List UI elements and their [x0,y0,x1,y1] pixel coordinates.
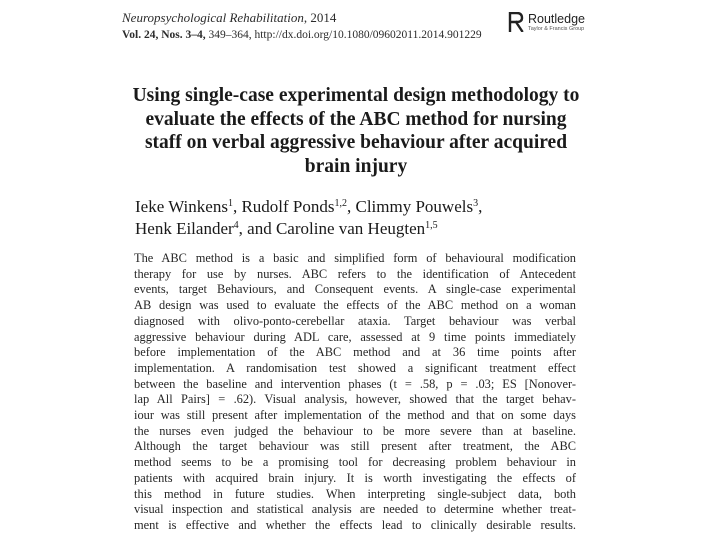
author-list [135,196,482,240]
abstract-line: diagnosed with olivo-ponto-cerebellar ataxia. Target behaviour was verbal [134,313,576,328]
abstract-line: iour was still present after implementation of the method and that on some days [134,408,576,423]
author-separator: , [347,197,356,216]
abstract-line: therapy for use by nurses. ABC refers to the identification of Antecedent [134,266,576,281]
abstract-line: visual inspection and statistical analysis are needed to determine whether treat- [134,502,576,517]
abstract-line: Although the target behaviour was still present after treatment, the ABC [134,439,576,454]
journal-year: , 2014 [303,10,337,25]
author-affiliation: 3 [473,198,479,209]
abstract-line: lap All Pairs] = .62). Visual analysis, however, showed that the target behav- [134,392,576,407]
author-affiliation: 1,5 [425,220,438,231]
author-name: Henk Eilander [135,219,234,238]
abstract-line: patients with acquired brain injury. It is worth investigating the effects of [134,470,576,485]
pages-doi: 349–364, http://dx.doi.org/10.1080/09602011.2014.901229 [205,29,482,41]
volume-label: Vol. 24, Nos. 3–4, [122,29,206,41]
abstract-line: method seems to be a promising tool for decreasing problem behaviour in [134,455,576,470]
author-line-1 [135,196,482,218]
abstract-line: AB design was used to evaluate the effects of the ABC method on a woman [134,298,576,313]
abstract-line: events, target Behaviours, and Consequent events. A single-case experimental [134,282,576,297]
author-name: Rudolf Ponds [241,197,335,216]
journal-name: Neuropsychological Rehabilitation [122,10,304,25]
abstract-line: between the baseline and intervention phases (t = .58, p = .03; ES [Nonover- [134,376,576,391]
publisher-name: Routledge [528,12,585,26]
abstract-line: implementation. A randomisation test showed a significant treatment effect [134,360,576,375]
title-line: brain injury [304,155,408,177]
author-name: Ieke Winkens [135,197,228,216]
author-conjunction: , and [238,219,276,238]
abstract-line: ment is effective and whether the effects lead to clinically desirable results. [134,517,576,532]
author-name: Climmy Pouwels [355,197,474,216]
volume-doi-line [122,29,482,41]
author-affiliation: 1 [227,198,233,209]
article-title [104,84,608,178]
author-separator: , [478,197,483,216]
title-line: Using single-case experimental design methodology to [132,85,580,106]
abstract-line: the nurses even judged the behaviour to be more severe than at baseline. [134,423,576,438]
abstract [134,251,576,534]
author-affiliation: 4 [233,220,239,231]
author-name: Caroline van Heugten [275,219,426,238]
routledge-logo-icon [508,12,524,32]
journal-citation [122,10,336,26]
title-line: evaluate the effects of the ABC method for nursing [145,108,567,130]
abstract-line: this method in future studies. When interpreting single-subject data, both [134,486,576,501]
publisher-subtitle: Taylor & Francis Group [528,26,585,32]
author-affiliation: 1,2 [334,198,347,209]
author-line-2 [135,218,482,240]
author-separator: , [232,197,242,216]
abstract-line: before implementation of the ABC method and at 36 time points after [134,345,576,360]
publisher-block [508,12,585,33]
abstract-line: The ABC method is a basic and simplified form of behavioural modification [134,251,576,265]
abstract-line: aggressive behaviour during ADL care, assessed at 9 time points immediately [134,329,576,344]
title-line: staff on verbal aggressive behaviour after acquired [144,132,568,153]
